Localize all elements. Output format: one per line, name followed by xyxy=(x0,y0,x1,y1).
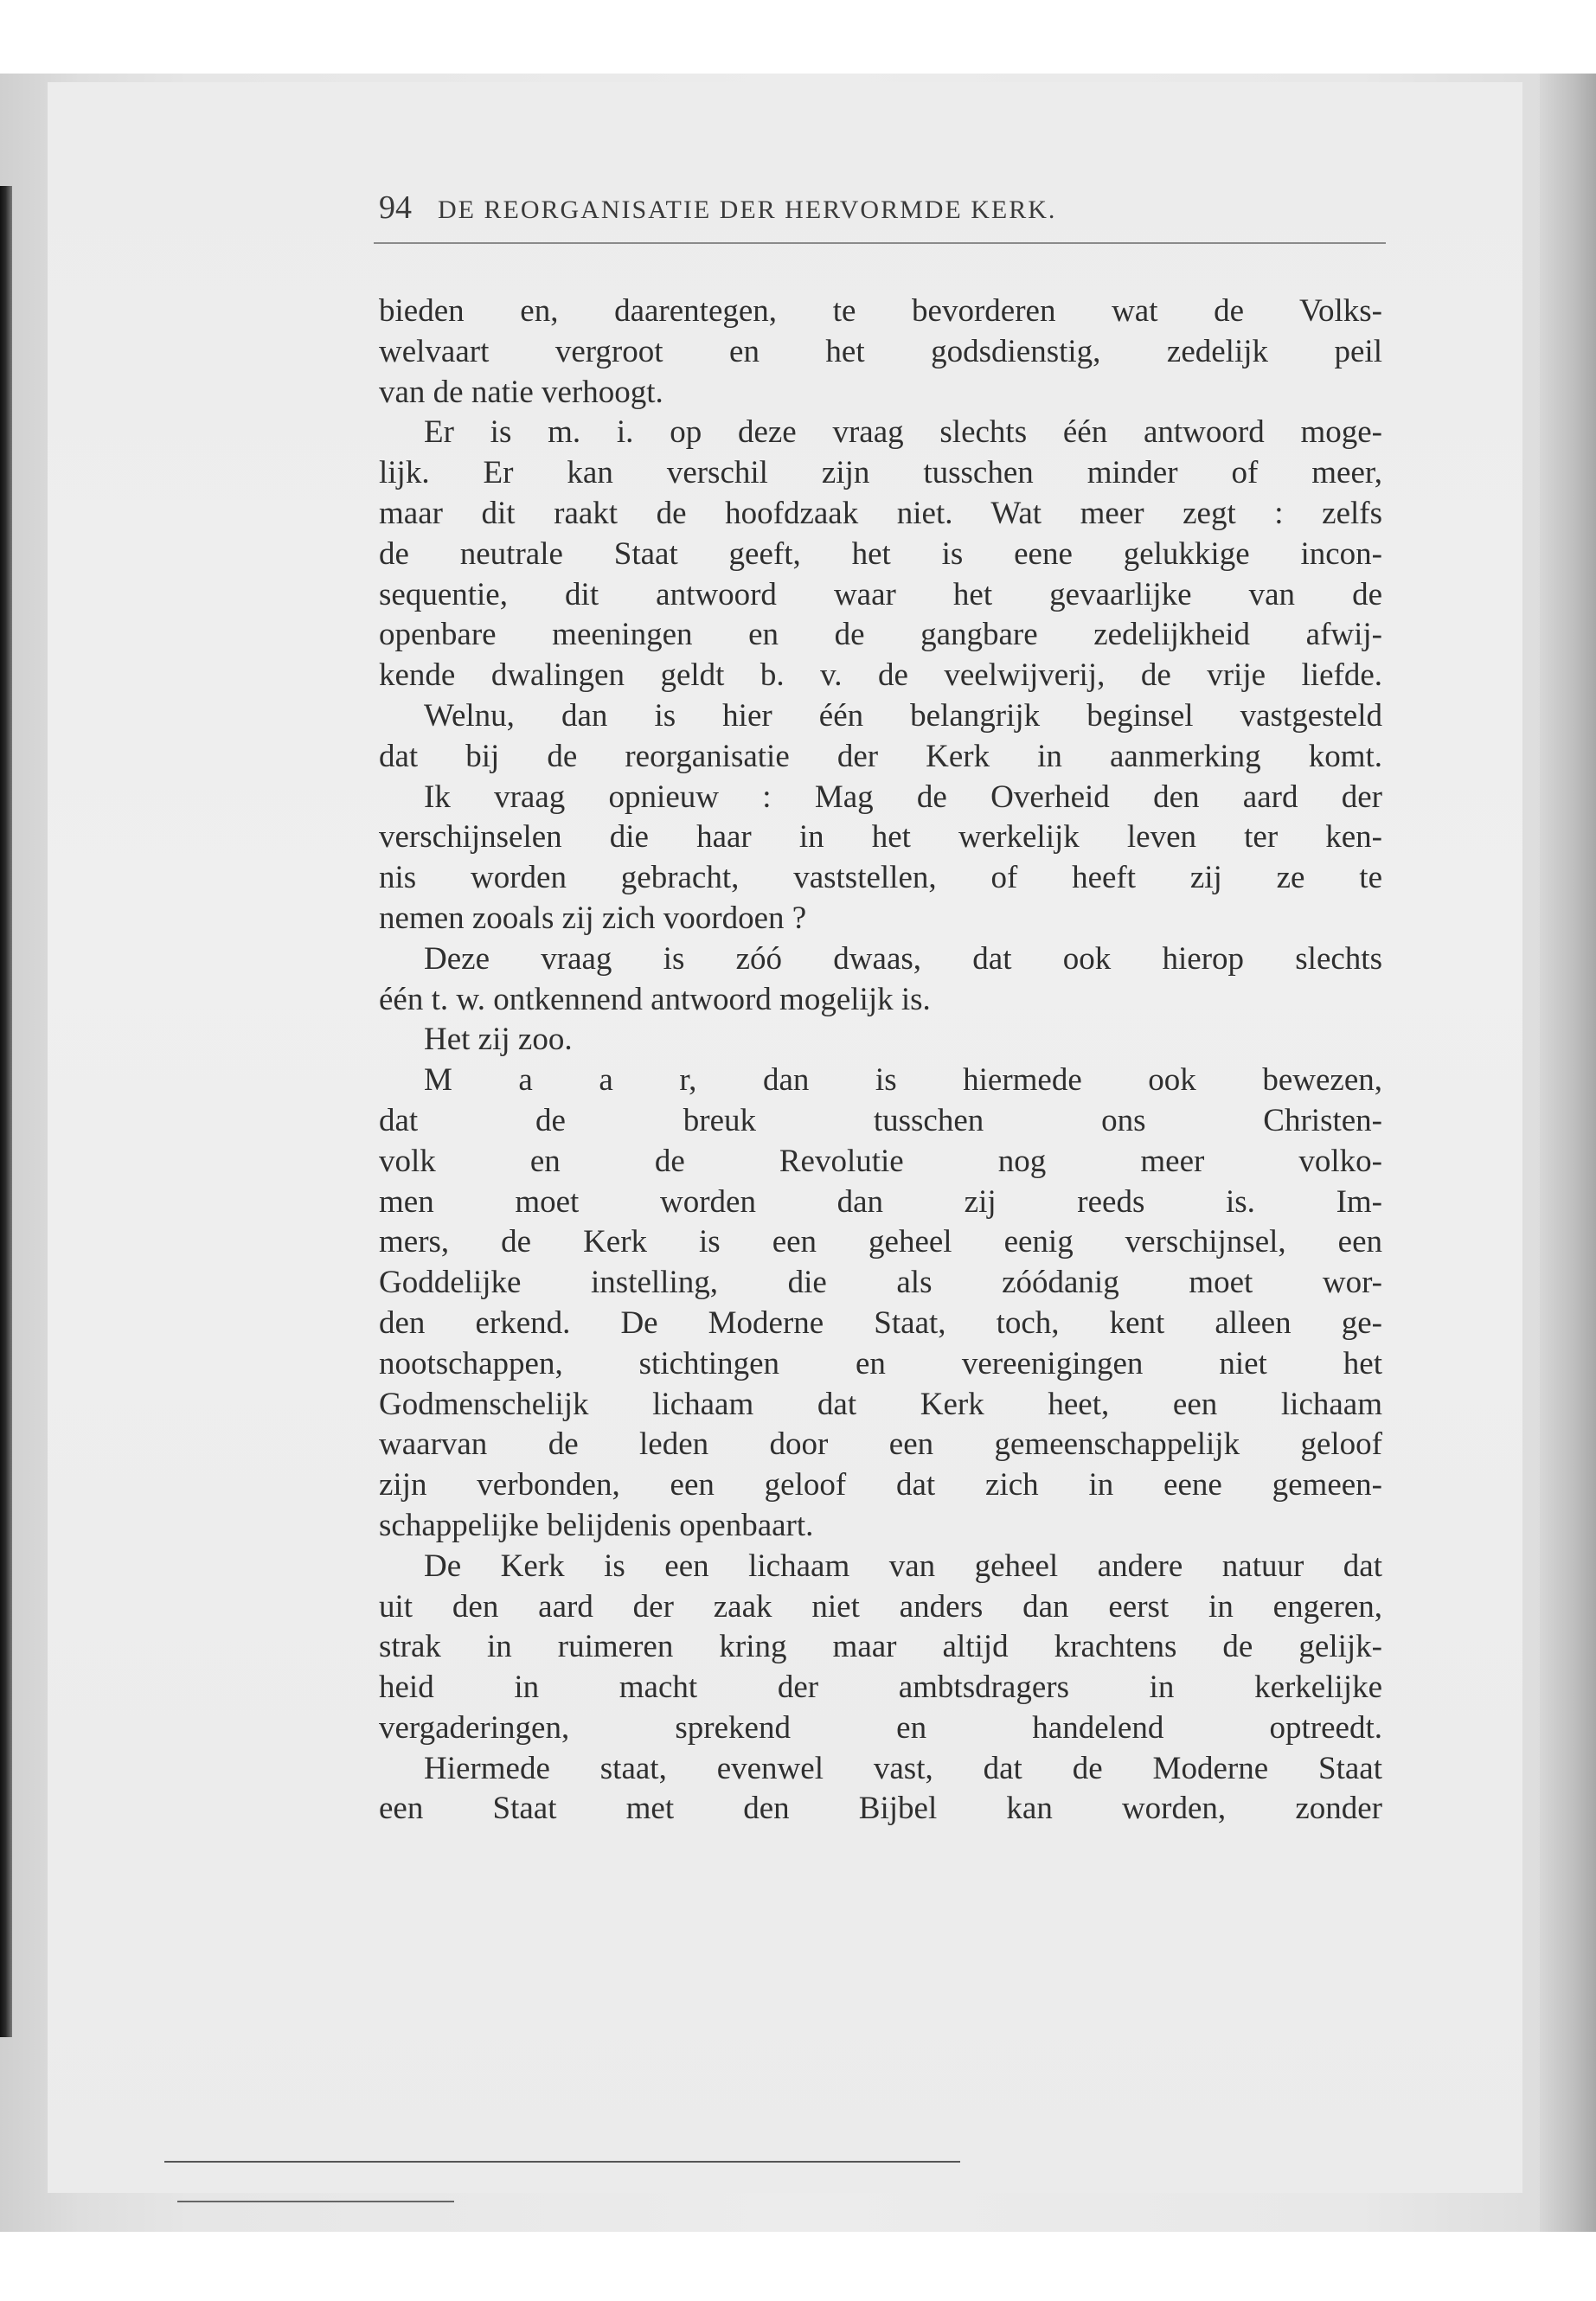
text-line: Welnu, dan is hier één belangrijk beginsel vastgesteld xyxy=(424,697,1382,734)
text-line: Godmenschelijk lichaam dat Kerk heet, een lichaam xyxy=(379,1386,1382,1422)
right-page-edge xyxy=(1540,74,1596,2232)
text-line: dat de breuk tusschen ons Christen- xyxy=(379,1102,1382,1138)
text-line: Deze vraag is zóó dwaas, dat ook hierop slechts xyxy=(424,940,1382,977)
text-line: mers, de Kerk is een geheel eenig verschijnsel, een xyxy=(379,1224,1382,1260)
text-line: een Staat met den Bijbel kan worden, zonder xyxy=(379,1791,1382,1827)
header-rule xyxy=(374,242,1386,244)
text-line: openbare meeningen en de gangbare zedelijkheid afwij- xyxy=(379,617,1382,653)
text-line: bieden en, daarentegen, te bevorderen wat de Volks- xyxy=(379,293,1382,329)
running-title: DE REORGANISATIE DER HERVORMDE KERK. xyxy=(438,195,1057,224)
text-line: heid in macht der ambtsdragers in kerkelijke xyxy=(379,1670,1382,1706)
text-line: de neutrale Staat geeft, het is eene gelukkige incon- xyxy=(379,535,1382,572)
body-text xyxy=(379,292,1382,1830)
text-line: welvaart vergroot en het godsdienstig, zedelijk peil xyxy=(379,333,1382,369)
text-line: nootschappen, stichtingen en vereenigingen niet het xyxy=(379,1345,1382,1381)
text-line: volk en de Revolutie nog meer volko- xyxy=(379,1143,1382,1179)
text-line: één t. w. ontkennend antwoord mogelijk is. xyxy=(379,981,931,1017)
text-line: dat bij de reorganisatie der Kerk in aanmerking komt. xyxy=(379,738,1382,774)
text-line: men moet worden dan zij reeds is. Im- xyxy=(379,1183,1382,1220)
scan-bottom-rule xyxy=(164,2161,960,2163)
text-line: M a a r, dan is hiermede ook bewezen, xyxy=(424,1062,1382,1099)
text-line: kende dwalingen geldt b. v. de veelwijverij, de vrije liefde. xyxy=(379,657,1382,694)
text-line: waarvan de leden door een gemeenschappelijk geloof xyxy=(379,1426,1382,1463)
text-line: nis worden gebracht, vaststellen, of heeft zij ze te xyxy=(379,860,1382,896)
text-line: Hiermede staat, evenwel vast, dat de Moderne Staat xyxy=(424,1750,1382,1786)
text-line: Goddelijke instelling, die als zóódanig moet wor- xyxy=(379,1265,1382,1301)
text-line: lijk. Er kan verschil zijn tusschen minder of meer, xyxy=(379,455,1382,491)
text-line: nemen zooals zij zich voordoen ? xyxy=(379,900,807,936)
text-line: maar dit raakt de hoofdzaak niet. Wat meer zegt : zelfs xyxy=(379,495,1382,531)
text-line: uit den aard der zaak niet anders dan eerst in engeren, xyxy=(379,1588,1382,1625)
text-line: vergaderingen, sprekend en handelend optreedt. xyxy=(379,1709,1382,1746)
text-line: verschijnselen die haar in het werkelijk leven ter ken- xyxy=(379,819,1382,856)
page-number: 94 xyxy=(379,189,412,226)
scan-bottom-rule xyxy=(177,2201,454,2202)
text-line: van de natie verhoogt. xyxy=(379,374,663,410)
text-line: schappelijke belijdenis openbaart. xyxy=(379,1507,814,1543)
left-binding-shadow xyxy=(0,186,12,2037)
text-line: zijn verbonden, een geloof dat zich in eene gemeen- xyxy=(379,1467,1382,1503)
text-line: Er is m. i. op deze vraag slechts één antwoord moge- xyxy=(424,414,1382,451)
text-line: Ik vraag opnieuw : Mag de Overheid den aard der xyxy=(424,779,1382,815)
text-line: strak in ruimeren kring maar altijd krachtens de gelijk- xyxy=(379,1629,1382,1665)
text-line: sequentie, dit antwoord waar het gevaarlijke van de xyxy=(379,576,1382,612)
text-line: Het zij zoo. xyxy=(424,1022,573,1058)
running-head xyxy=(379,189,1382,234)
text-line: De Kerk is een lichaam van geheel andere natuur dat xyxy=(424,1548,1382,1584)
text-line: den erkend. De Moderne Staat, toch, kent alleen ge- xyxy=(379,1304,1382,1341)
